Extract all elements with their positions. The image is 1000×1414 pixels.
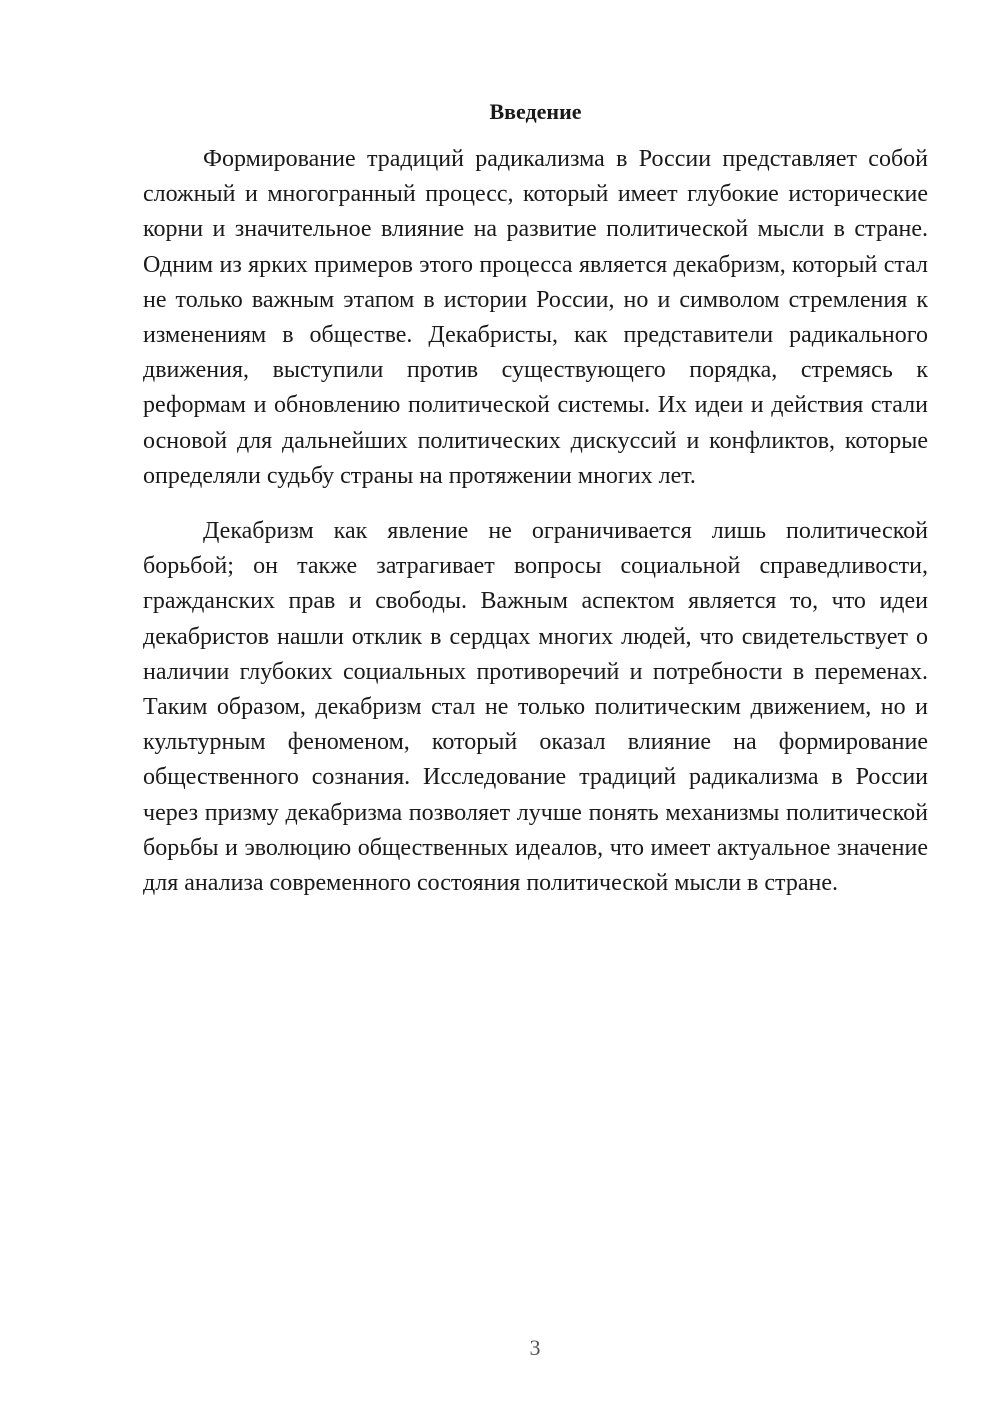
section-heading: Введение — [489, 99, 582, 124]
body-text — [143, 142, 928, 901]
page-number: 3 — [529, 1335, 541, 1360]
paragraph-2: Декабризм как явление не ограничивается лишь политической борьбой; он также затрагивает вопросы социальной справедливости, гражданских прав и свободы. Важным аспектом является то, что идеи декабристов нашли отклик в сердцах многих людей, что свидетельствует о наличии глубоких социальных противоречий и потребности в переменах. Таким образом, декабризм стал не только политическим движением, но и культурным феноменом, который оказал влияние на формирование общественного сознания. Исследование традиций радикализма в России через призму декабризма позволяет лучше понять механизмы политической борьбы и эволюцию общественных идеалов, что имеет актуальное значение для анализа современного состояния политической мысли в стране. — [143, 518, 928, 897]
paragraph-1: Формирование традиций радикализма в России представляет собой сложный и многогранный процесс, который имеет глубокие исторические корни и значительное влияние на развитие политической мысли в стране. Одним из ярких примеров этого процесса является декабризм, который стал не только важным этапом в истории России, но и символом стремления к изменениям в обществе. Декабристы, как представители радикального движения, выступили против существующего порядка, стремясь к реформам и обновлению политической системы. Их идеи и действия стали основой для дальнейших политических дискуссий и конфликтов, которые определяли судьбу страны на протяжении многих лет. — [143, 146, 928, 489]
